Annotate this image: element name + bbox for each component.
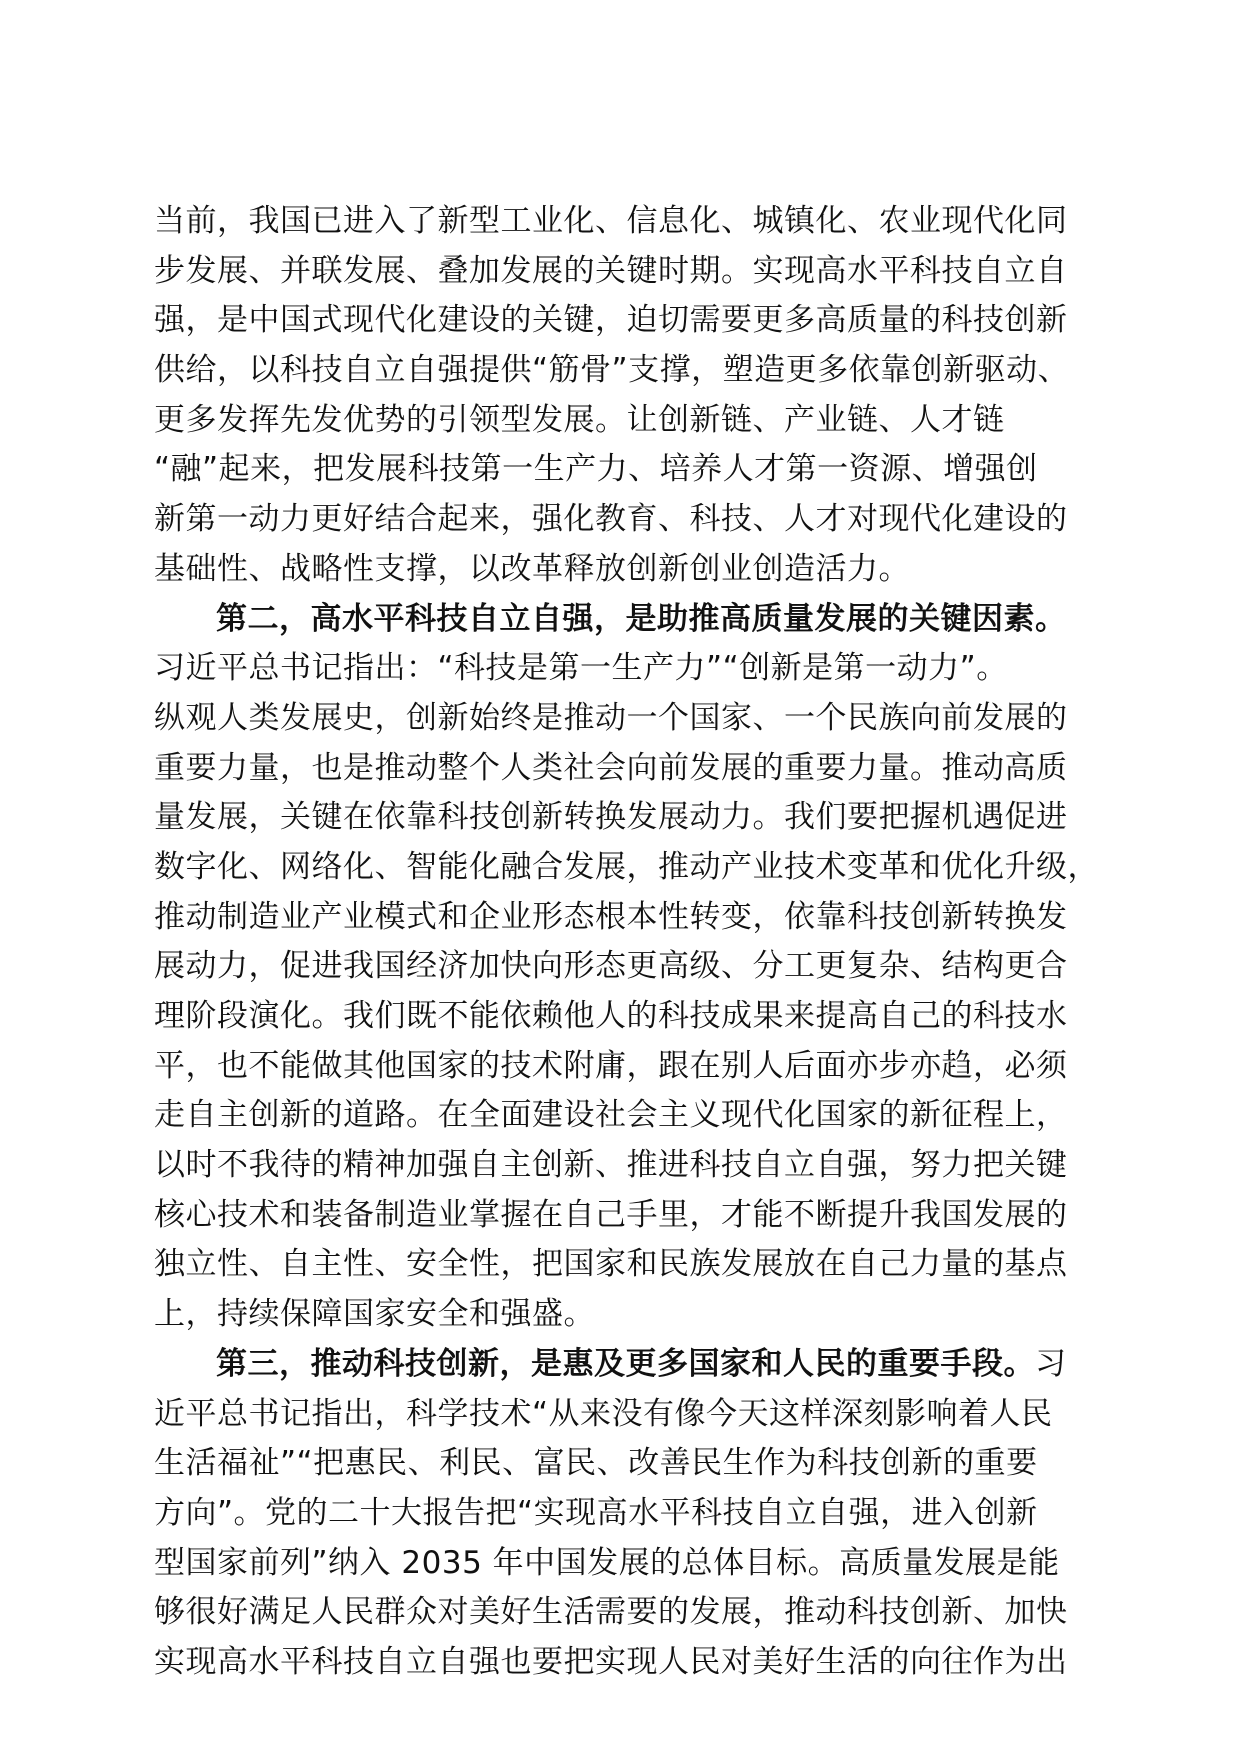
paragraph1-line-4: 供给，以科技自立自强提供“筋骨”支撑，塑造更多依靠创新驱动、 [154,352,1070,389]
paragraph2-line-13: 独立性、自主性、安全性，把国家和民族发展放在自己力量的基点 [154,1246,1068,1283]
paragraph2-line-14: 上，持续保障国家安全和强盛。 [154,1296,595,1333]
paragraph3-heading-line [154,1340,1086,1390]
paragraph2-line-5: 数字化、网络化、智能化融合发展，推动产业技术变革和优化升级， [154,848,1099,885]
paragraph3-line-3: 方向”。党的二十大报告把“实现高水平科技自立自强，进入创新 [154,1494,1038,1531]
paragraph2-line-2: 纵观人类发展史，创新始终是推动一个国家、一个民族向前发展的 [154,699,1068,736]
paragraph2-line-10: 走自主创新的道路。在全面建设社会主义现代化国家的新征程上， [154,1097,1068,1134]
paragraph1-line-3: 强，是中国式现代化建设的关键，迫切需要更多高质量的科技创新 [154,302,1068,339]
paragraph1-line-5: 更多发挥先发优势的引领型发展。让创新链、产业链、人才链 [154,401,1005,438]
paragraph1-line-7: 新第一动力更好结合起来，强化教育、科技、人才对现代化建设的 [154,501,1068,538]
paragraph1-line-6: “融”起来，把发展科技第一生产力、培养人才第一资源、增强创 [154,451,1038,488]
paragraph2-line-7: 展动力，促进我国经济加快向形态更高级、分工更复杂、结构更合 [154,948,1068,985]
paragraph2-line-3: 重要力量，也是推动整个人类社会向前发展的重要力量。推动高质 [154,749,1068,786]
paragraph1-line-8: 基础性、战略性支撑，以改革释放创新创业创造活力。 [154,550,910,587]
paragraph2-line-8: 理阶段演化。我们既不能依赖他人的科技成果来提高自己的科技水 [154,998,1068,1034]
paragraph3-line-6: 实现高水平科技自立自强也要把实现人民对美好生活的向往作为出 [154,1643,1068,1680]
paragraph3-line-1: 近平总书记指出，科学技术“从来没有像今天这样深刻影响着人民 [154,1395,1053,1432]
paragraph1-line-1: 当前，我国已进入了新型工业化、信息化、城镇化、农业现代化同 [154,203,1068,239]
paragraph3-heading-tail: 习 [1035,1345,1067,1382]
paragraph1-line-2: 步发展、并联发展、叠加发展的关键时期。实现高水平科技自立自 [154,252,1068,289]
paragraph2-line-11: 以时不我待的精神加强自主创新、推进科技自立自强，努力把关键 [154,1147,1068,1184]
document-page [154,197,1099,1688]
paragraph3-line-4: 型国家前列”纳入 2035 年中国发展的总体目标。高质量发展是能 [154,1544,1060,1581]
paragraph3-line-2: 生活福祉”“把惠民、利民、富民、改善民生作为科技创新的重要 [154,1445,1038,1482]
paragraph2-line-1: 习近平总书记指出：“科技是第一生产力”“创新是第一动力”。 [154,650,1008,687]
paragraph2-line-4: 量发展，关键在依靠科技创新转换发展动力。我们要把握机遇促进 [154,799,1068,836]
paragraph3-heading: 第三，推动科技创新，是惠及更多国家和人民的重要手段。 [216,1345,1035,1382]
paragraph3-line-5: 够很好满足人民群众对美好生活需要的发展，推动科技创新、加快 [154,1594,1068,1631]
paragraph2-line-12: 核心技术和装备制造业掌握在自己手里，才能不断提升我国发展的 [154,1196,1068,1233]
paragraph2-line-6: 推动制造业产业模式和企业形态根本性转变，依靠科技创新转换发 [154,898,1068,935]
paragraph2-line-9: 平，也不能做其他国家的技术附庸，跟在别人后面亦步亦趋，必须 [154,1047,1068,1084]
paragraph2-heading: 第二，高水平科技自立自强，是助推高质量发展的关键因素。 [216,600,1067,637]
